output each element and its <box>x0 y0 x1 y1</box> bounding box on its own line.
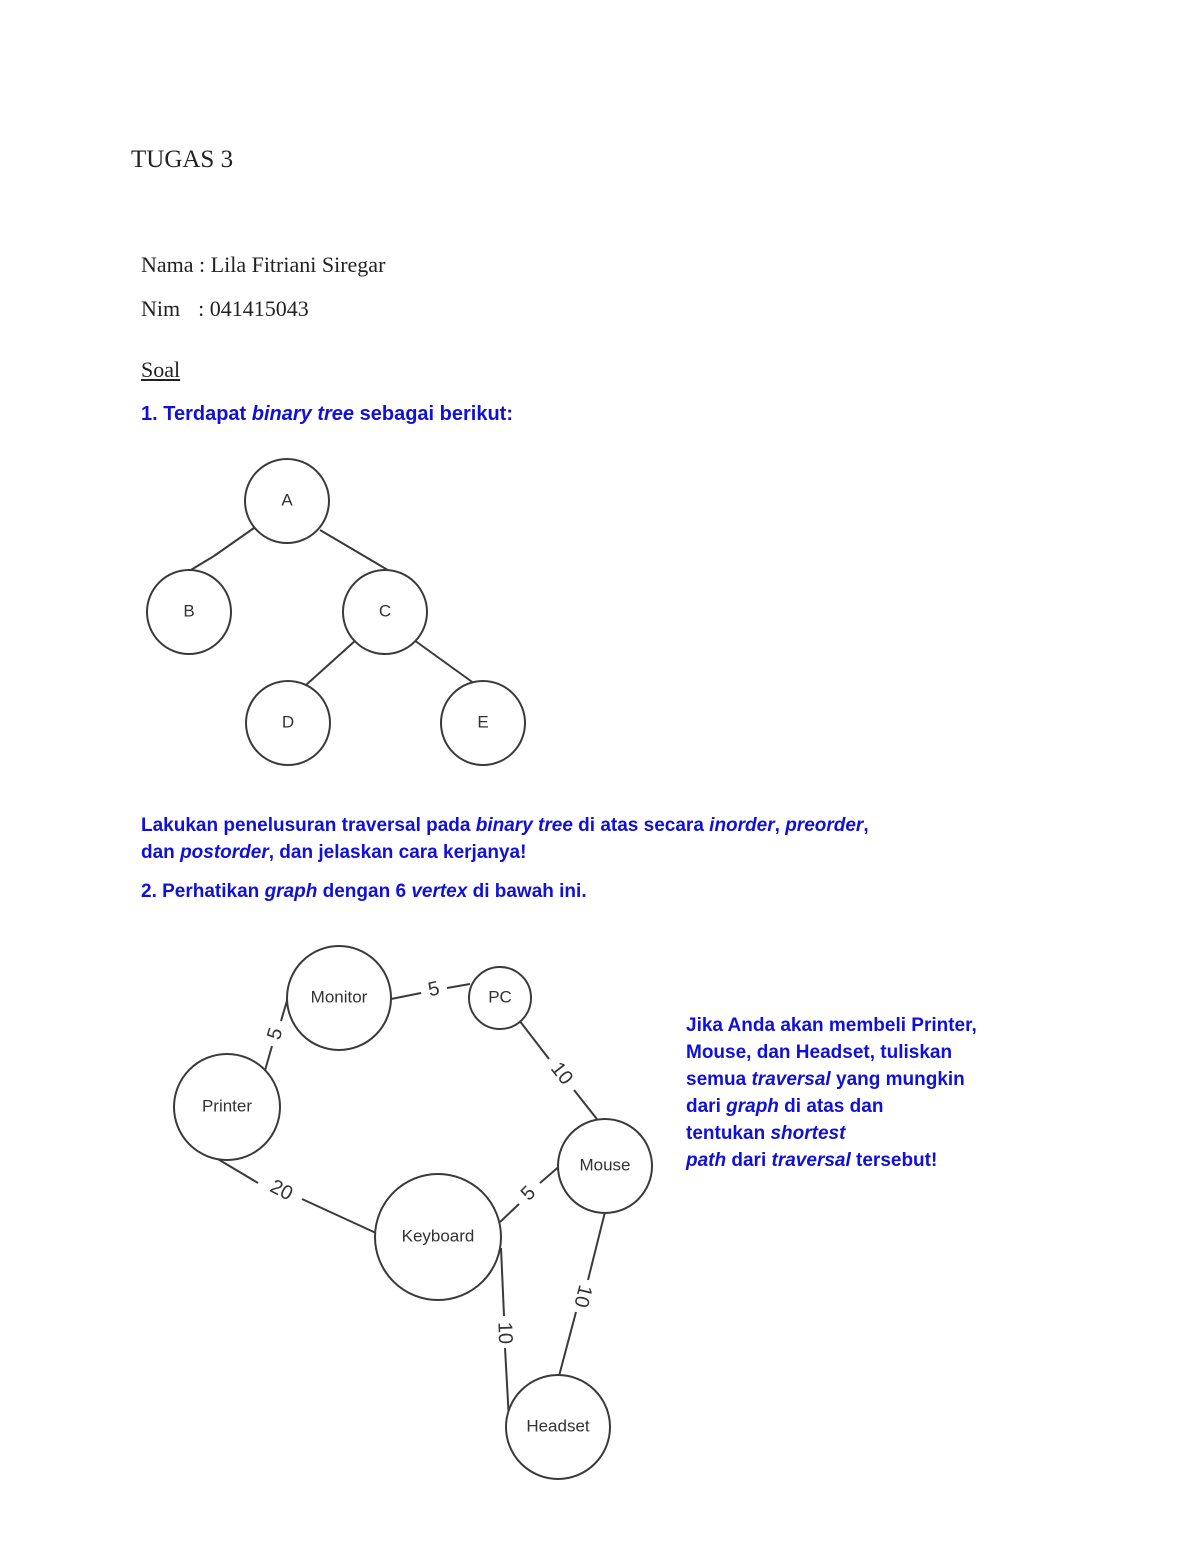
tree-node-c-label: C <box>378 601 392 621</box>
side-line-4 <box>686 1093 1046 1120</box>
edge-keyboard-headset-a <box>501 1248 504 1316</box>
graph-node-headset-label: Headset <box>526 1416 590 1436</box>
graph-node-monitor <box>287 946 391 1050</box>
edge-c-d <box>306 640 356 685</box>
side-text-6a: dari <box>726 1150 772 1171</box>
nim-value: : 041415043 <box>198 296 309 321</box>
question-1-instruction <box>141 812 1041 866</box>
side-text-6b: tersebut! <box>850 1150 938 1171</box>
graph-node-pc-label: PC <box>488 987 512 1007</box>
edge-monitor-pc-a <box>391 993 421 999</box>
tree-node-d-label: D <box>281 712 295 732</box>
side-text-4b: di atas dan <box>778 1096 884 1117</box>
tree-node-e <box>441 681 525 765</box>
side-italic-4: graph <box>726 1096 779 1117</box>
nim-label: Nim <box>141 296 181 321</box>
tree-node-d <box>246 681 330 765</box>
weight-monitor-pc: 5 <box>426 977 442 1002</box>
document-title: TUGAS 3 <box>131 146 234 173</box>
weight-mouse-headset: 10 <box>569 1282 597 1310</box>
tree-node-a-label: A <box>281 490 293 510</box>
instr-text-2: di atas secara <box>572 815 710 836</box>
edge-monitor-pc-b <box>447 984 470 988</box>
graph-node-keyboard <box>375 1174 501 1300</box>
edge-keyboard-mouse-a <box>500 1204 519 1222</box>
q2-italic-1: graph <box>264 881 318 902</box>
graph-node-mouse-label: Mouse <box>579 1155 631 1175</box>
q2-suffix: di bawah ini. <box>467 881 587 902</box>
instr-text-3: , <box>774 815 786 836</box>
weight-monitor-printer: 5 <box>263 1025 288 1043</box>
tree-node-a <box>245 459 329 543</box>
side-text-4a: dari <box>686 1096 727 1117</box>
edge-pc-mouse-a <box>519 1020 549 1059</box>
instr-text-1: Lakukan penelusuran traversal pada <box>141 815 476 836</box>
graph-node-keyboard-label: Keyboard <box>401 1226 475 1246</box>
q1-suffix: sebagai berikut: <box>354 403 513 425</box>
q1-italic: binary tree <box>251 403 355 425</box>
edge-printer-keyboard-b <box>302 1199 376 1233</box>
q2-mid: dengan 6 <box>317 881 412 902</box>
graph-node-mouse <box>558 1119 652 1213</box>
weight-keyboard-headset: 10 <box>493 1321 517 1345</box>
tree-node-e-label: E <box>477 712 489 732</box>
tree-node-c <box>343 570 427 654</box>
edge-pc-mouse-b <box>574 1090 600 1123</box>
side-line-2: Mouse, dan Headset, tuliskan <box>686 1042 953 1063</box>
weight-keyboard-mouse: 5 <box>516 1181 541 1206</box>
q1-prefix: 1. Terdapat <box>141 403 252 425</box>
side-text-3a: semua <box>686 1069 752 1090</box>
weight-pc-mouse: 10 <box>546 1058 578 1090</box>
side-line-3 <box>686 1066 1046 1093</box>
instr-italic-4: postorder <box>180 842 269 863</box>
question-2-heading <box>141 881 587 903</box>
side-text-5a: tentukan <box>686 1123 771 1144</box>
tree-node-b <box>147 570 231 654</box>
q2-prefix: 2. Perhatikan <box>141 881 265 902</box>
side-line-1: Jika Anda akan membeli Printer, <box>686 1015 977 1036</box>
instr-text-4: , <box>863 815 869 836</box>
q2-italic-2: vertex <box>411 881 468 902</box>
side-line-5 <box>686 1120 1046 1147</box>
graph-node-printer <box>174 1054 280 1160</box>
graph-node-printer-label: Printer <box>201 1096 253 1116</box>
question-2-side-text <box>686 1012 1046 1174</box>
instruction-line-1 <box>141 812 1041 839</box>
instruction-line-2 <box>141 839 1041 866</box>
weight-printer-keyboard: 20 <box>266 1175 297 1206</box>
side-italic-6: path <box>686 1150 727 1171</box>
nama-label: Nama : <box>141 252 211 277</box>
graph-node-pc <box>469 967 531 1029</box>
edge-mouse-headset-b <box>559 1312 576 1376</box>
side-italic-5: shortest <box>770 1123 846 1144</box>
side-text-3b: yang mungkin <box>830 1069 965 1090</box>
edge-c-e <box>414 640 475 684</box>
graph-node-headset <box>506 1375 610 1479</box>
tree-node-b-label: B <box>183 601 195 621</box>
edge-a-b <box>214 528 254 556</box>
edge-mouse-headset-a <box>588 1212 605 1280</box>
soal-heading: Soal <box>141 357 181 382</box>
nama-value: Lila Fitriani Siregar <box>210 252 386 277</box>
side-italic-6b: traversal <box>771 1150 851 1171</box>
instr-text-6: , dan jelaskan cara kerjanya! <box>268 842 527 863</box>
graph-node-monitor-label: Monitor <box>310 987 368 1007</box>
side-italic-3: traversal <box>751 1069 831 1090</box>
side-line-6 <box>686 1147 1046 1174</box>
instr-italic-2: inorder <box>709 815 775 836</box>
instr-italic-1: binary tree <box>475 815 573 836</box>
instr-text-5: dan <box>141 842 181 863</box>
instr-italic-3: preorder <box>785 815 864 836</box>
